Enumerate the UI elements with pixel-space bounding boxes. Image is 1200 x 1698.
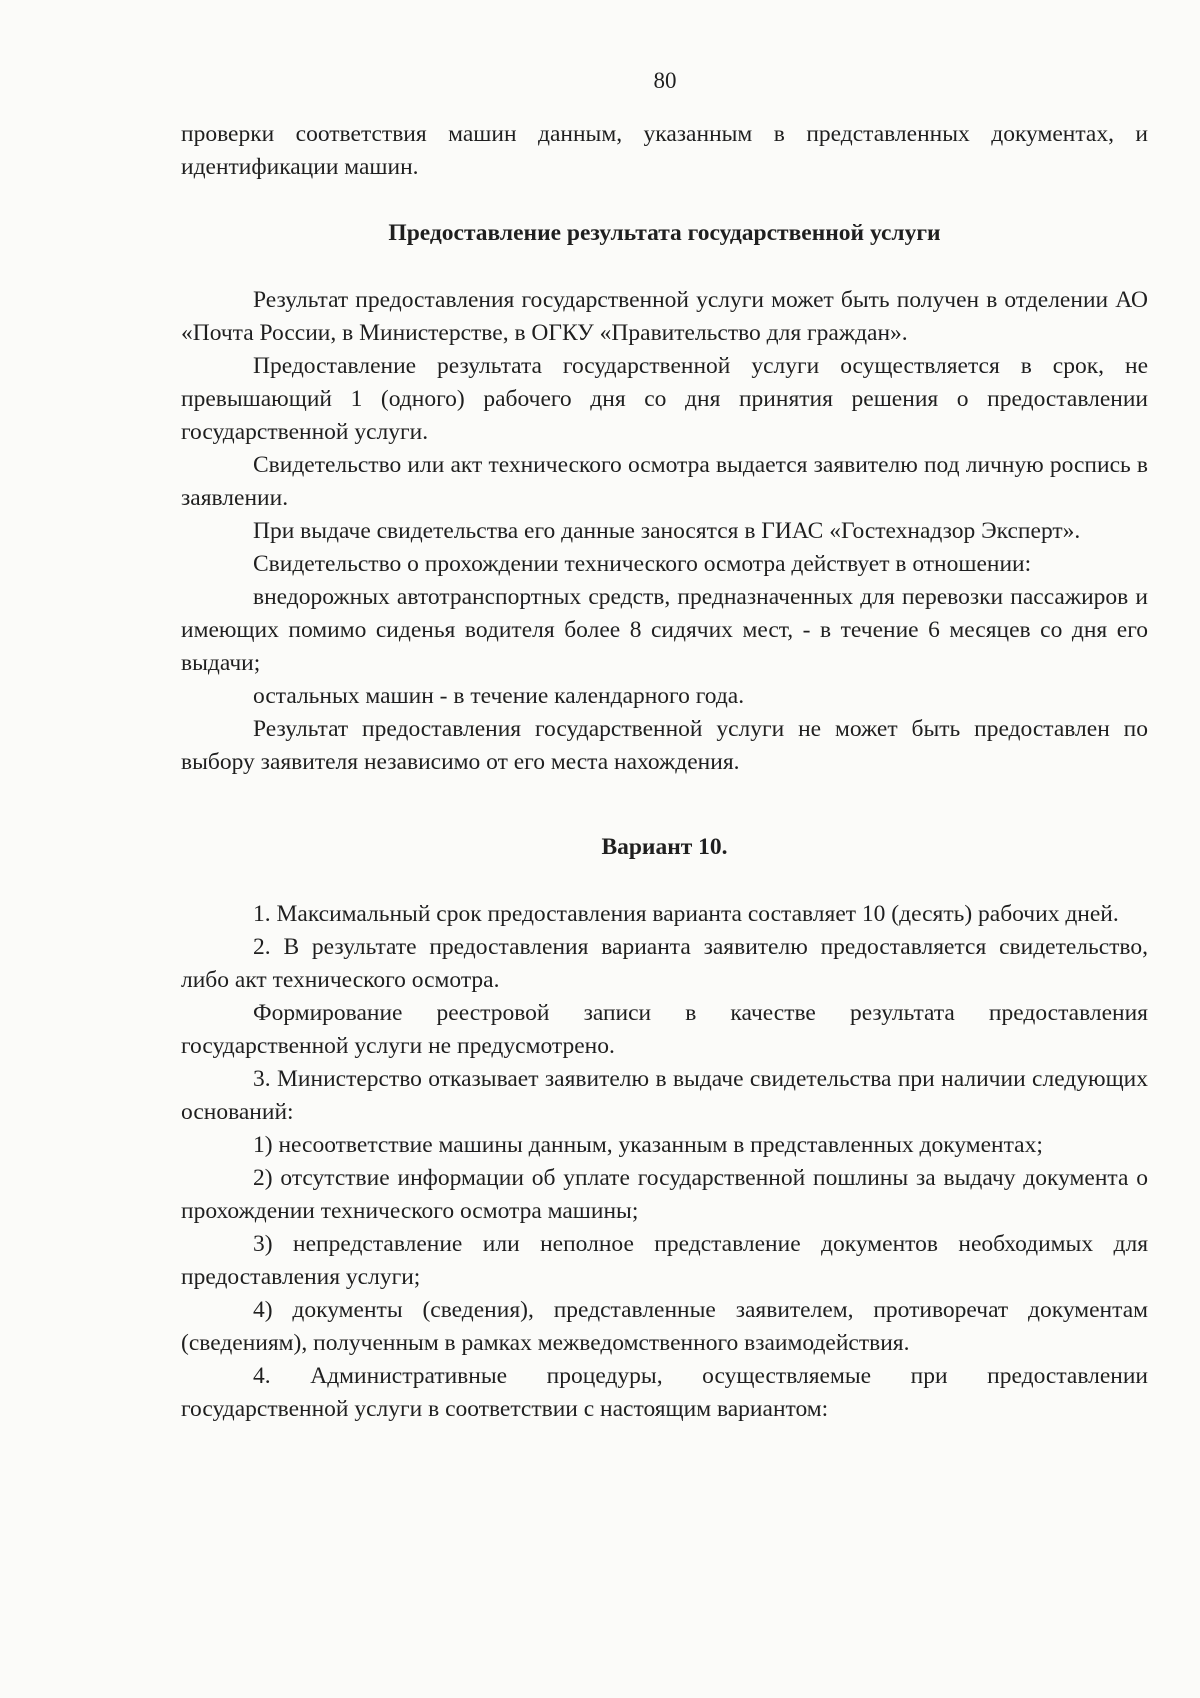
sub-list-item: 4) документы (сведения), представленные заявителем, противоречат документам (сведениям), полученным в рамках межведомственного взаимодействия. [181, 1297, 1148, 1356]
paragraph: Свидетельство о прохождении технического осмотра действует в отношении: [253, 551, 1032, 577]
list-item: 1. Максимальный срок предоставления варианта составляет 10 (десять) рабочих дней. [253, 901, 1119, 927]
paragraph: При выдаче свидетельства его данные заносятся в ГИАС «Гостехнадзор Эксперт». [253, 518, 1081, 544]
paragraph: внедорожных автотранспортных средств, предназначенных для перевозки пассажиров и имеющих помимо сиденья водителя более 8 сидячих мест, - в течение 6 месяцев со дня его выдачи; [181, 584, 1148, 676]
document-body [181, 118, 1148, 1426]
sub-list-item: 3) непредставление или неполное представление документов необходимых для предоставления услуги; [181, 1231, 1148, 1290]
paragraph: Результат предоставления государственной услуги может быть получен в отделении АО «Почта России, в Министерстве, в ОГКУ «Правительство для граждан». [181, 287, 1148, 346]
list-item: 3. Министерство отказывает заявителю в выдаче свидетельства при наличии следующих оснований: [181, 1066, 1148, 1125]
section-heading-variant: Вариант 10. [601, 834, 728, 860]
page-number: 80 [653, 68, 677, 93]
paragraph: Предоставление результата государственной услуги осуществляется в срок, не превышающий 1 (одного) рабочего дня со дня принятия решения о предоставлении государственной услуги. [181, 353, 1148, 445]
list-item: 2. В результате предоставления варианта заявителю предоставляется свидетельство, либо акт технического осмотра. [181, 934, 1148, 993]
paragraph: Формирование реестровой записи в качестве результата предоставления государственной услуги не предусмотрено. [181, 1000, 1148, 1059]
paragraph: остальных машин - в течение календарного года. [253, 683, 745, 709]
intro-paragraph: проверки соответствия машин данным, указанным в представленных документах, и идентификации машин. [181, 121, 1148, 180]
paragraph: Свидетельство или акт технического осмотра выдается заявителю под личную роспись в заявлении. [181, 452, 1148, 511]
sub-list-item: 2) отсутствие информации об уплате государственной пошлины за выдачу документа о прохождении технического осмотра машины; [181, 1165, 1148, 1224]
paragraph: Результат предоставления государственной услуги не может быть предоставлен по выбору заявителя независимо от его места нахождения. [181, 716, 1148, 775]
sub-list-item: 1) несоответствие машины данным, указанным в представленных документах; [253, 1132, 1043, 1158]
section-heading-result: Предоставление результата государственной услуги [388, 220, 941, 246]
list-item: 4. Административные процедуры, осуществляемые при предоставлении государственной услуги в соответствии с настоящим вариантом: [181, 1363, 1148, 1422]
